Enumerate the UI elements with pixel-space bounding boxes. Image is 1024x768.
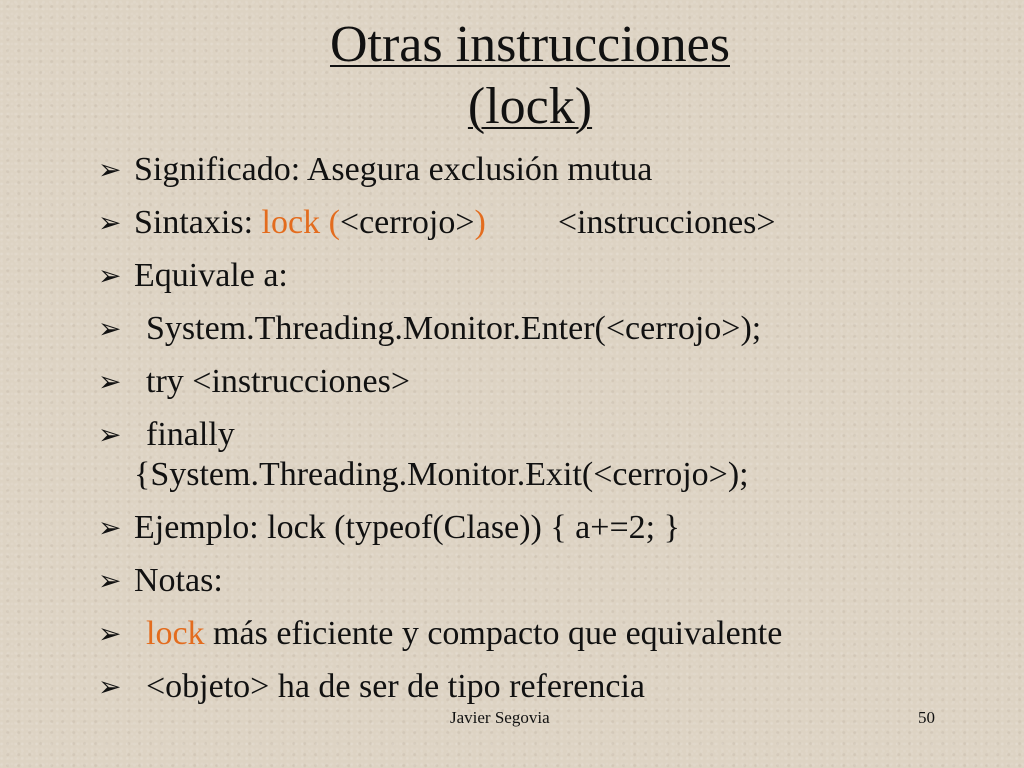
bullet-text: Equivale a: — [134, 257, 288, 294]
arrowhead-bullet-icon: ➢ — [98, 672, 122, 703]
bullet-text: System.Threading.Monitor.Enter(<cerrojo>); — [146, 310, 762, 347]
bullet-ejemplo — [98, 508, 998, 548]
bullet-text: Significado: Asegura exclusión mutua — [134, 151, 653, 188]
bullet-text-continuation: {System.Threading.Monitor.Exit(<cerrojo>); — [134, 456, 749, 493]
bullet-monitor-enter — [98, 309, 998, 349]
bullet-text: Notas: — [134, 562, 223, 599]
arrowhead-bullet-icon: ➢ — [98, 208, 122, 239]
bullet-sintaxis — [98, 203, 998, 243]
arrowhead-bullet-icon: ➢ — [98, 314, 122, 345]
bullet-significado — [98, 150, 998, 190]
arrowhead-bullet-icon: ➢ — [98, 513, 122, 544]
page-number: 50 — [918, 708, 935, 727]
footer-author: Javier Segovia — [450, 708, 550, 727]
arrowhead-bullet-icon: ➢ — [98, 261, 122, 292]
arrowhead-bullet-icon: ➢ — [98, 155, 122, 186]
arrowhead-bullet-icon: ➢ — [98, 367, 122, 398]
cerrojo-placeholder: <cerrojo> — [339, 204, 475, 241]
bullet-equivale — [98, 256, 998, 296]
bullet-text: try <instrucciones> — [146, 363, 411, 400]
title-line-1: Otras instrucciones — [329, 16, 730, 73]
bullet-text: finally — [146, 416, 235, 453]
arrowhead-bullet-icon: ➢ — [98, 420, 122, 451]
bullet-objeto-referencia — [98, 667, 998, 707]
arrowhead-bullet-icon: ➢ — [98, 619, 122, 650]
keyword-lock: lock ( — [261, 204, 340, 241]
bullet-notas — [98, 561, 998, 601]
bullet-lock-eficiente — [98, 614, 998, 654]
title-line-2: (lock) — [467, 78, 593, 135]
bullet-text: más eficiente y compacto que equivalente — [204, 615, 783, 652]
bullet-try — [98, 362, 998, 402]
bullet-text: Ejemplo: lock (typeof(Clase)) { a+=2; } — [134, 509, 680, 546]
bullet-finally — [98, 415, 998, 495]
bullet-text: Sintaxis: — [134, 204, 262, 241]
bullet-list — [98, 150, 998, 720]
slide-title — [170, 14, 890, 138]
keyword-lock: lock — [146, 615, 205, 652]
arrowhead-bullet-icon: ➢ — [98, 566, 122, 597]
instrucciones-placeholder: <instrucciones> — [557, 204, 776, 241]
closing-paren: ) — [474, 204, 486, 241]
bullet-text: <objeto> ha de ser de tipo referencia — [146, 668, 646, 705]
